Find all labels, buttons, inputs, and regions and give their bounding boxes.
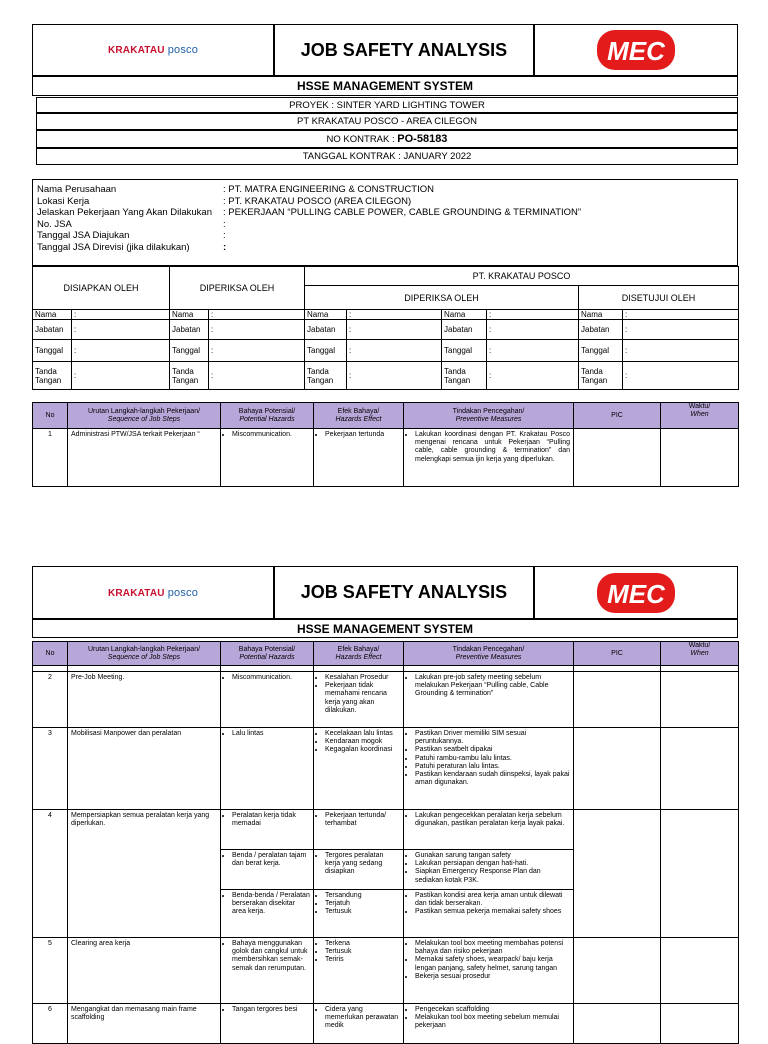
measures-cell (404, 672, 574, 728)
sig-field[interactable]: : (623, 310, 739, 320)
table-row (33, 810, 739, 850)
list-item: • Tergores peralatan kerja yang sedang disiapkan (325, 852, 400, 877)
row-number: 4 (33, 810, 68, 938)
mec-logo-cell (534, 24, 738, 76)
logo-posco-text: posco (167, 586, 199, 599)
col-header-text: Preventive Measures (455, 415, 522, 423)
col-header-text: Waktu/ (688, 403, 711, 410)
info-row-jsa-submitted (37, 230, 733, 242)
sig-label-line: Tangan (307, 375, 334, 385)
list-item: • Pastikan kendaraan sudah diinspeksi, layak pakai aman digunakan. (415, 771, 570, 787)
col-header-when (661, 403, 739, 429)
col-header-steps (68, 403, 221, 429)
page-title-cell (274, 24, 534, 76)
page-title-cell (274, 566, 534, 619)
job-step: Mobilisasi Manpower dan peralatan (68, 728, 221, 810)
checked-by-header: DIPERIKSA OLEH (170, 267, 305, 310)
info-value: : (223, 241, 227, 253)
sig-label (33, 362, 72, 390)
list-item: • Pekerjaan tertunda (325, 431, 400, 439)
info-row-location (37, 196, 733, 208)
col-header-hazards (221, 642, 314, 666)
jsa-table-page2 (32, 641, 739, 1044)
job-step: Pre-Job Meeting. (68, 672, 221, 728)
effects-cell (314, 810, 404, 850)
list-item: • Tersandung (325, 892, 400, 900)
list-item: • Pastikan seatbelt dipakai (415, 746, 570, 754)
sig-field[interactable]: : (347, 320, 442, 340)
col-header-text: Urutan Langkah-langkah Pekerjaan/ (87, 645, 201, 653)
mec-logo-text: MEC (607, 578, 665, 609)
measures-cell (404, 938, 574, 1004)
list-item: • Kendaraan mogok (325, 738, 400, 746)
sig-label: Jabatan (305, 320, 347, 340)
when-cell[interactable] (661, 938, 739, 1004)
info-label: No. JSA (37, 218, 72, 230)
sig-field[interactable]: : (623, 362, 739, 390)
list-item: • Pastikan semua pekerja memakai safety shoes (415, 908, 570, 916)
list-item: • Lalu lintas (232, 730, 310, 738)
info-row-jsa-revised (37, 242, 733, 254)
logo-krakatau-text: KRAKATAU (107, 45, 165, 56)
list-item: • Peralatan kerja tidak memadai (232, 812, 310, 828)
job-step: Mengangkat dan memasang main frame scaffolding (68, 1004, 221, 1044)
job-step: Clearing area kerja (68, 938, 221, 1004)
sig-field[interactable]: : (347, 340, 442, 362)
row-number: 6 (33, 1004, 68, 1044)
sig-label-line: Tanda (172, 366, 194, 376)
list-item: • Kesalahan Prosedur (325, 674, 400, 682)
hazards-cell (221, 429, 314, 487)
row-number: 3 (33, 728, 68, 810)
col-header-text: Efek Bahaya/ (337, 645, 380, 653)
logo-posco-text: posco (167, 44, 199, 56)
sig-field[interactable]: : (347, 362, 442, 390)
col-header-text: Tindakan Pencegahan/ (452, 645, 525, 653)
info-label: Tanggal JSA Direvisi (jika dilakukan) (37, 241, 190, 253)
list-item: • Tangan tergores besi (232, 1006, 310, 1014)
hazards-cell (221, 728, 314, 810)
list-item: • Lakukan koordinasi dengan PT. Krakatau Posco mengenai rencana untuk Pekerjaan “Pulling cable, cable grounding & termination” dan melengkapi semua ijin kerja yang diperlukan. (415, 431, 570, 464)
sig-field[interactable]: : (72, 310, 170, 320)
sig-label (170, 362, 209, 390)
sig-label-line: Tanda (581, 366, 603, 376)
hsse-system-title: HSSE MANAGEMENT SYSTEM (296, 621, 473, 636)
effects-cell (314, 672, 404, 728)
pic-cell[interactable] (574, 672, 661, 728)
page-title: JOB SAFETY ANALYSIS (300, 39, 508, 60)
sig-label (305, 362, 347, 390)
signature-table (32, 266, 739, 390)
effects-cell (314, 938, 404, 1004)
sig-field[interactable]: : (487, 320, 579, 340)
sig-label: Nama (442, 310, 487, 320)
col-header-effects (314, 403, 404, 429)
list-item: • Bahaya menggunakan golok dan cangkul untuk membersihkan semak-semak dan rerumputan. (232, 940, 310, 973)
sig-field[interactable]: : (487, 340, 579, 362)
jsa-table-page1 (32, 402, 739, 487)
hsse-system-bar (32, 76, 738, 96)
col-header-text: Tindakan Pencegahan/ (452, 407, 525, 415)
measures-cell (404, 890, 574, 938)
sig-label: Tanggal (33, 340, 72, 362)
sig-field[interactable]: : (209, 310, 305, 320)
col-header-effects (314, 642, 404, 666)
list-item: • Pekerjaan tertunda/ terhambat (325, 812, 400, 828)
hazards-cell (221, 810, 314, 850)
prepared-by-header: DISIAPKAN OLEH (33, 267, 170, 310)
mec-logo-icon (595, 28, 677, 72)
sig-label: Nama (579, 310, 623, 320)
sig-label-line: Tangan (444, 375, 471, 385)
mec-logo-cell (534, 566, 738, 619)
sig-label: Tanggal (305, 340, 347, 362)
col-header-no: No (33, 642, 68, 666)
project-company-row (36, 113, 738, 130)
sig-field[interactable]: : (487, 310, 579, 320)
sig-field[interactable]: : (347, 310, 442, 320)
sig-label-line: Tangan (172, 375, 199, 385)
owner-approved-by-header: DISETUJUI OLEH (579, 286, 739, 310)
col-header-text: When (690, 650, 709, 657)
list-item: • Tertusuk (325, 948, 400, 956)
sig-row-jabatan (33, 320, 739, 340)
col-header-text: Sequence of Job Steps (107, 415, 181, 423)
owner-checked-by-header: DIPERIKSA OLEH (305, 286, 579, 310)
info-label: Tanggal JSA Diajukan (37, 230, 130, 241)
info-label: Lokasi Kerja (37, 195, 90, 207)
info-label: Nama Perusahaan (37, 184, 117, 195)
when-cell[interactable] (661, 810, 739, 938)
pic-cell[interactable] (574, 429, 661, 487)
list-item: • Pastikan kondisi area kerja aman untuk dilewati dan tidak berserakan. (415, 892, 570, 908)
effects-cell (314, 728, 404, 810)
measures-cell (404, 429, 574, 487)
info-value: : PT. KRAKATAU POSCO (AREA CILEGON) (223, 195, 412, 207)
row-number: 2 (33, 672, 68, 728)
measures-cell (404, 728, 574, 810)
sig-label: Jabatan (170, 320, 209, 340)
sig-label-line: Tanda (307, 366, 329, 376)
sig-row-tanggal (33, 340, 739, 362)
hazards-cell (221, 850, 314, 890)
sig-label: Tanggal (170, 340, 209, 362)
sig-label-line: Tangan (35, 375, 62, 385)
col-header-text: Preventive Measures (455, 653, 522, 661)
col-header-text: Potential Hazards (239, 653, 295, 661)
sig-label-line: Tanda (35, 366, 57, 376)
col-header-text: Urutan Langkah-langkah Pekerjaan/ (87, 407, 201, 415)
sig-field[interactable]: : (209, 340, 305, 362)
project-company: PT KRAKATAU POSCO - AREA CILEGON (296, 116, 478, 127)
sig-field[interactable]: : (623, 340, 739, 362)
list-item: • Cidera yang memerlukan perawatan medik (325, 1006, 400, 1031)
project-name: PROYEK : SINTER YARD LIGHTING TOWER (289, 99, 485, 111)
sig-label-line: Tangan (581, 375, 608, 385)
table-row (33, 728, 739, 810)
col-header-no: No (33, 403, 68, 429)
info-value: : (223, 230, 226, 241)
list-item: • Siapkan Emergency Response Plan dan sediakan kotak P3K. (415, 868, 570, 884)
row-number: 5 (33, 938, 68, 1004)
sig-label-line: Tanda (444, 366, 466, 376)
list-item: • Pengecekan scaffolding (415, 1006, 570, 1014)
page-title: JOB SAFETY ANALYSIS (300, 582, 508, 602)
sig-label: Jabatan (579, 320, 623, 340)
list-item: • Pekerjaan tidak memahami rencana kerja yang akan dilakukan. (325, 682, 400, 715)
sig-label: Tanggal (579, 340, 623, 362)
pic-cell[interactable] (574, 810, 661, 938)
mec-logo-text: MEC (607, 36, 665, 66)
hazards-cell (221, 890, 314, 938)
contract-date: TANGGAL KONTRAK : JANUARY 2022 (302, 151, 472, 162)
list-item: • Gunakan sarung tangan safety (415, 852, 570, 860)
effects-cell (314, 850, 404, 890)
list-item: • Miscommunication. (232, 431, 310, 439)
job-step: Administrasi PTW/JSA terkait Pekerjaan “ (68, 429, 221, 487)
info-row-job-description (37, 207, 733, 219)
hazards-cell (221, 938, 314, 1004)
info-value: : PEKERJAAN “PULLING CABLE POWER, CABLE GROUNDING & TERMINATION” (223, 207, 582, 218)
mec-logo-icon (595, 571, 677, 615)
list-item: • Patuhi rambu-rambu lalu lintas. (415, 755, 570, 763)
list-item: • Memakai safety shoes, wearpack/ baju kerja lengan panjang, safety helmet, sarung tangan (415, 956, 570, 972)
sig-field[interactable]: : (623, 320, 739, 340)
sig-field[interactable]: : (487, 362, 579, 390)
contract-number-value: PO-58183 (397, 133, 448, 145)
when-cell[interactable] (661, 728, 739, 810)
sig-label: Nama (170, 310, 209, 320)
hazards-cell (221, 672, 314, 728)
measures-cell (404, 810, 574, 850)
job-step: Mempersiapkan semua peralatan kerja yang diperlukan. (68, 810, 221, 938)
sig-label: Nama (305, 310, 347, 320)
contract-number-label: NO KONTRAK : (326, 133, 395, 145)
col-header-text: When (690, 411, 709, 418)
when-cell[interactable] (661, 672, 739, 728)
list-item: • Benda / peralatan tajam dan berat kerja. (232, 852, 310, 868)
krakatau-posco-logo (32, 24, 274, 76)
logo-krakatau-text: KRAKATAU (107, 587, 165, 599)
col-header-text: Hazards Effect (335, 653, 382, 661)
col-header-pic: PIC (574, 403, 661, 429)
owner-header: PT. KRAKATAU POSCO (305, 267, 739, 286)
col-header-measures (404, 403, 574, 429)
sig-row-signature (33, 362, 739, 390)
info-value: : (223, 218, 226, 230)
table-row (33, 672, 739, 728)
col-header-text: Potential Hazards (239, 415, 295, 423)
list-item: • Pastikan Driver memiliki SIM sesuai peruntukannya. (415, 730, 570, 746)
sig-field[interactable]: : (209, 320, 305, 340)
effects-cell (314, 890, 404, 938)
list-item: • Melakukan tool box meeting membahas potensi bahaya dan risiko pekerjaan (415, 940, 570, 956)
list-item: • Lakukan pre-job safety meeting sebelum melakukan Pekerjaan “Pulling cable, Cable Grounding & termination” (415, 674, 570, 699)
measures-cell (404, 850, 574, 890)
list-item: • Teriris (325, 956, 400, 964)
table-row (33, 429, 739, 487)
table-row (33, 938, 739, 1004)
list-item: • Kegagalan koordinasi (325, 746, 400, 754)
col-header-text: Hazards Effect (335, 415, 382, 423)
pic-cell[interactable] (574, 728, 661, 810)
col-header-text: Bahaya Potensial/ (238, 407, 296, 415)
jsa-header-row (33, 642, 739, 666)
col-header-measures (404, 642, 574, 666)
list-item: • Lakukan pengecekkan peralatan kerja sebelum digunakan, pastikan peralatan kerja layak pakai. (415, 812, 570, 828)
sig-label: Nama (33, 310, 72, 320)
when-cell[interactable] (661, 429, 739, 487)
list-item: • Terjatuh (325, 900, 400, 908)
list-item: • Miscommunication. (232, 674, 310, 682)
info-value: : PT. MATRA ENGINEERING & CONSTRUCTION (223, 184, 434, 195)
project-name-row (36, 97, 738, 113)
col-header-text: Efek Bahaya/ (337, 407, 380, 415)
list-item: • Benda-benda / Peralatan berserakan disekitar area kerja. (232, 892, 310, 917)
info-row-jsa-number (37, 219, 733, 231)
sig-field[interactable]: : (72, 340, 170, 362)
list-item: • Kecelakaan lalu lintas (325, 730, 400, 738)
sig-row-nama (33, 310, 739, 320)
col-header-hazards (221, 403, 314, 429)
col-header-steps (68, 642, 221, 666)
col-header-text: Waktu/ (688, 642, 711, 649)
pic-cell[interactable] (574, 938, 661, 1004)
info-label: Jelaskan Pekerjaan Yang Akan Dilakukan (37, 207, 212, 218)
list-item: • Patuhi peraturan lalu lintas. (415, 763, 570, 771)
row-number: 1 (33, 429, 68, 487)
info-row-company (37, 184, 733, 196)
sig-label (442, 362, 487, 390)
sig-label: Jabatan (442, 320, 487, 340)
sig-label: Tanggal (442, 340, 487, 362)
contract-number-row (36, 130, 738, 148)
sig-field[interactable]: : (72, 362, 170, 390)
list-item: • Lakukan persiapan dengan hati-hati. (415, 860, 570, 868)
sig-label (579, 362, 623, 390)
hsse-system-title: HSSE MANAGEMENT SYSTEM (296, 79, 473, 93)
sig-field[interactable]: : (209, 362, 305, 390)
sig-field[interactable]: : (72, 320, 170, 340)
col-header-text: Bahaya Potensial/ (238, 645, 296, 653)
job-info-block (32, 179, 738, 266)
list-item: • Bekerja sesuai prosedur (415, 973, 570, 981)
list-item: • Terkena (325, 940, 400, 948)
hsse-system-bar (32, 619, 738, 638)
sig-label: Jabatan (33, 320, 72, 340)
jsa-header-row (33, 403, 739, 429)
krakatau-posco-logo (32, 566, 274, 619)
list-item: • Melakukan tool box meeting sebelum memulai pekerjaan (415, 1014, 570, 1030)
effects-cell (314, 429, 404, 487)
col-header-text: Sequence of Job Steps (107, 653, 181, 661)
col-header-when (661, 642, 739, 666)
col-header-pic: PIC (574, 642, 661, 666)
list-item: • Tertusuk (325, 908, 400, 916)
contract-date-row (36, 148, 738, 165)
